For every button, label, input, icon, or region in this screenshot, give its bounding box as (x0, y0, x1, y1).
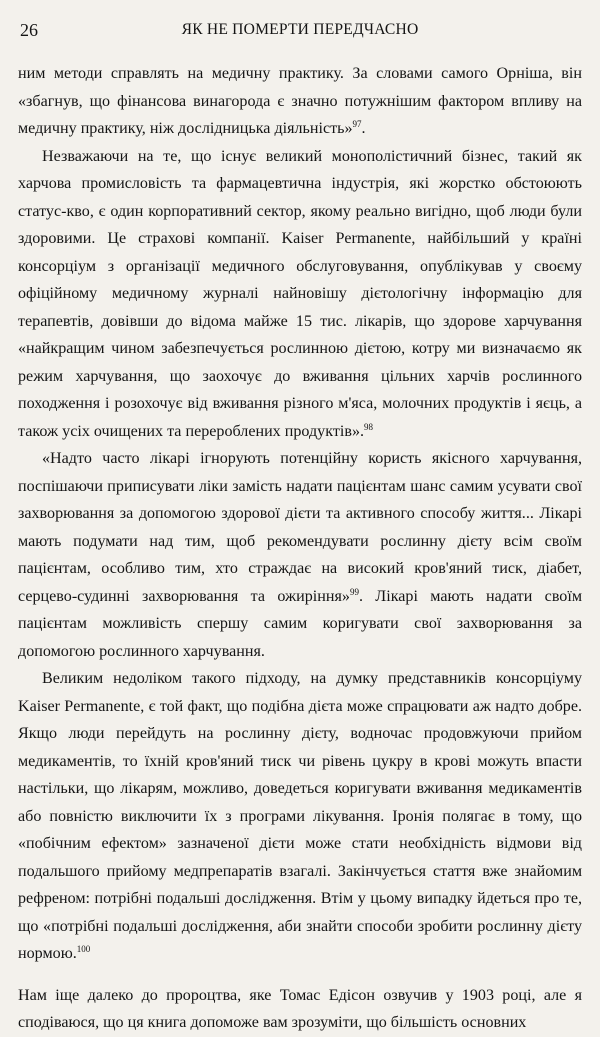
footnote-ref-100: 100 (76, 944, 91, 954)
paragraph-5 (18, 982, 582, 1037)
running-header (18, 20, 582, 44)
paragraph-5-text: Нам іще далеко до пророцтва, яке Томас Едісон озвучив у 1903 році, але я сподіваюся, що ця книга допоможе вам зрозуміти, що більшість основних (18, 986, 582, 1031)
footnote-ref-99: 99 (349, 586, 359, 597)
paragraph-4 (18, 665, 582, 968)
footnote-ref-97: 97 (352, 119, 362, 129)
paragraph-3-end: . Лікарі мають надати своїм пацієнтам можливість спершу самим коригувати свої захворювання за допомогою рослинного харчування. (18, 587, 583, 660)
paragraph-4-text: Великим недоліком такого підходу, на думку представників консорціуму Kaiser Permanente, є той факт, що подібна дієта може спрацювати аж надто добре. Якщо люди перейдуть на рослинну дієту, водночас продовжуючи прийом медикаментів, то їхній кров'яний тиск чи рівень цукру в крові можуть впасти настільки, що лікарям, можливо, доведеться коригувати вживання медикаментів або повністю виключити їх з програми лікування. Іронія полягає в тому, що «побічним ефектом» зазначеної дієти може стати необхідність відмови від подальшого прийому медпрепаратів взагалі. Закінчується стаття вже знайомим рефреном: потрібні подальші дослідження. Втім у цьому випадку йдеться про те, що «потрібні подальші дослідження, аби знайти способи зробити рослинну дієту нормою. (18, 670, 582, 962)
paragraph-3-text: «Надто часто лікарі ігнорують потенційну користь якісного харчування, поспішаючи приписувати ліки замість надати пацієнтам шанс самим усувати свої захворювання за допомогою здорової дієти та активного способу життя... Лікарі мають подумати над тим, щоб рекомендувати рослинну дієту всім своїм пацієнтам, особливо тим, хто страждає на високий кров'яний тиск, діабет, серцево-судинні захворювання та ожиріння» (18, 450, 582, 605)
footnote-ref-98: 98 (364, 421, 374, 432)
paragraph-2 (18, 143, 582, 446)
paragraph-3 (18, 445, 582, 665)
page-number: 26 (20, 20, 38, 40)
paragraph-1-text: ним методи справлять на медичну практику. За словами самого Орніша, він «збагнув, що фінансова винагорода є значно потужнішим фактором впливу на медичну практику, ніж дослідницька діяльність» (18, 65, 582, 137)
page-body (18, 60, 582, 1037)
paragraph-2-text: Незважаючи на те, що існує великий монополістичний бізнес, такий як харчова промисловість та фармацевтична індустрія, які жорстко обстоюють статус-кво, є один корпоративний сектор, якому реально вигідно, щоб люди були здоровими. Це страхові компанії. Kaiser Permanente, найбільший у країні консорціум з організації медичного обслуговування, опублікував у своєму офіційному медичному журналі найновішу дієтологічну інформацію для терапевтів, довівши до відома майже 15 тис. лікарів, що здорове харчування «найкращим чином забезпечується рослинною дієтою, котру ми визначаємо як режим харчування, що заохочує до вживання цільних харчів рослинного походження і розохочує від вживання різного м'яса, молочних продуктів і яєць, а також усіх очищених та перероблених продуктів». (18, 147, 582, 440)
book-title: ЯК НЕ ПОМЕРТИ ПЕРЕДЧАСНО (181, 21, 419, 38)
paragraph-1 (18, 60, 582, 143)
paragraph-1-end: . (361, 120, 366, 137)
